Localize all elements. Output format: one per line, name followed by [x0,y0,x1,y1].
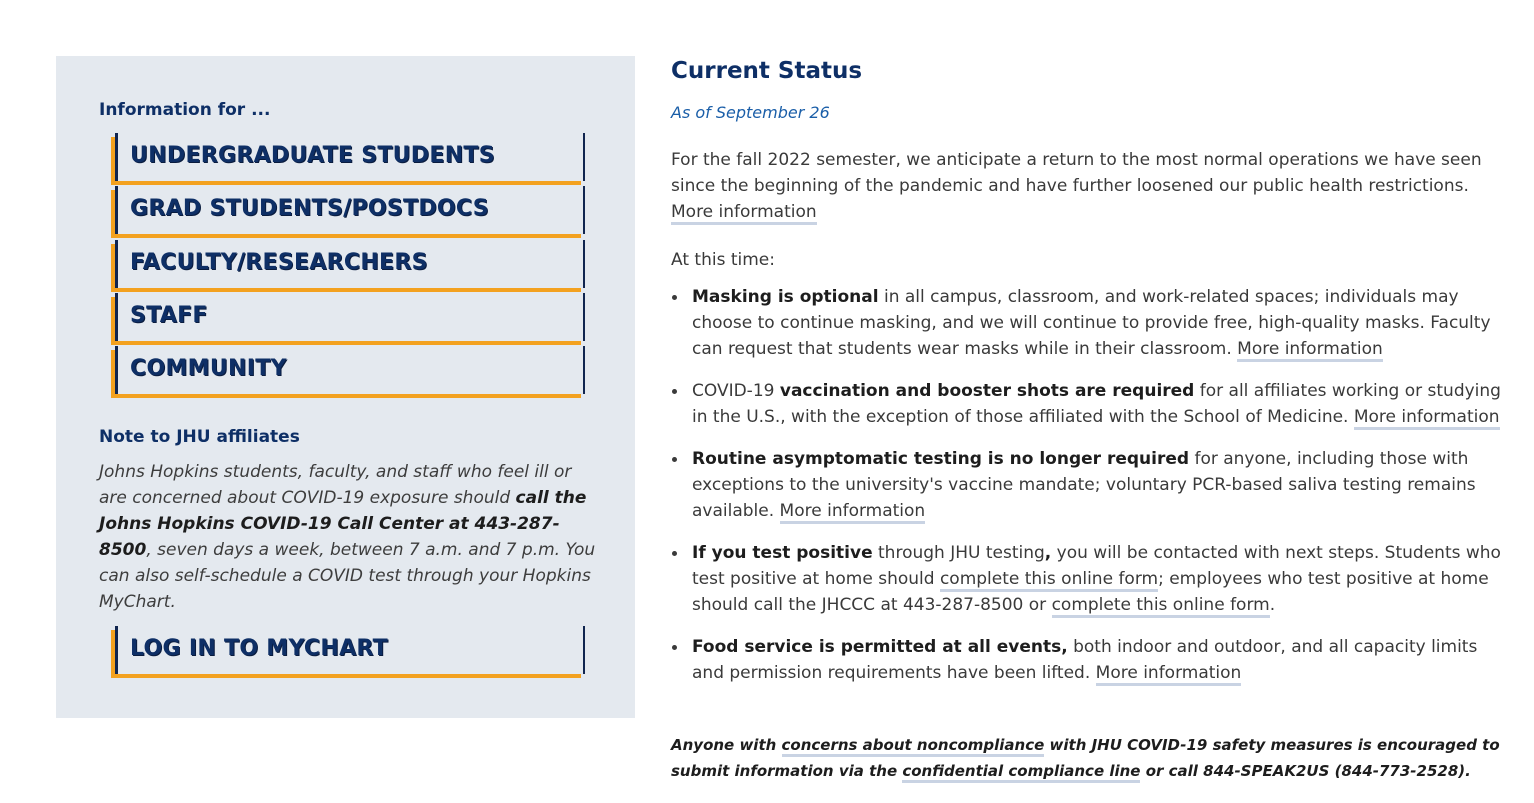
list-item-testing [671,446,1501,524]
food-service-more-information-link[interactable]: More information [1096,663,1242,686]
log-in-to-mychart-label: LOG IN TO MYCHART [130,636,388,661]
page-title: Current Status [671,58,863,84]
concerns-noncompliance-link[interactable]: concerns about noncompliance [782,736,1045,757]
note-to-affiliates-heading: Note to JHU affiliates [99,427,300,447]
food-service-text: both indoor and outdoor, and all capacity limits and permission requirements have been lifted. [692,637,1478,683]
grad-students-postdocs-button[interactable] [115,186,585,234]
masking-bold: Masking is optional [692,287,879,307]
information-for-heading: Information for ... [99,100,271,120]
test-positive-bold: If you test positive [692,543,873,563]
closing-text-c: or call 844-SPEAK2US (844-773-2528). [1140,762,1471,780]
call-center-text: call the Johns Hopkins COVID-19 Call Center at 443-287-8500 [99,488,587,560]
grad-students-postdocs-label: GRAD STUDENTS/POSTDOCS [130,196,489,221]
noncompliance-notice [671,732,1501,784]
test-positive-text-d: . [1269,595,1276,615]
students-online-form-link[interactable]: complete this online form [940,569,1158,592]
status-bullet-list [671,284,1501,702]
food-service-bold: Food service is permitted at all events, [692,637,1068,657]
note-text-1: Johns Hopkins students, faculty, and staff who feel ill or are concerned about COVID-19 exposure should [99,462,572,508]
undergraduate-students-label: UNDERGRADUATE STUDENTS [130,143,495,168]
as-of-date: As of September 26 [671,103,830,122]
vaccination-text: for all affiliates working or studying in the U.S., with the exception of those affiliated with the School of Medicine. [692,381,1501,427]
closing-text-a: Anyone with [671,736,782,754]
employees-online-form-link[interactable]: complete this online form [1052,595,1270,618]
test-positive-text-c: ; employees who test positive at home should call the JHCCC at 443-287-8500 or [692,569,1489,615]
faculty-researchers-label: FACULTY/RESEARCHERS [130,250,428,275]
closing-text-b: with JHU COVID-19 safety measures is encouraged to submit information via the [671,736,1500,780]
masking-more-information-link[interactable]: More information [1237,339,1383,362]
testing-text: for anyone, including those with exceptions to the university's vaccine mandate; voluntary PCR-based saliva testing remains available. [692,449,1476,521]
staff-button[interactable] [115,293,585,341]
staff-label: STAFF [130,303,208,328]
sidebar-panel [56,56,635,718]
intro-text: For the fall 2022 semester, we anticipate a return to the most normal operations we have seen since the beginning of the pandemic and have further loosened our public health restrictions. [671,150,1482,196]
masking-text: in all campus, classroom, and work-related spaces; individuals may choose to continue masking, and we will continue to provide free, high-quality masks. Faculty can request that students wear masks while in their classroom. [692,287,1491,359]
list-item-vaccination [671,378,1501,430]
testing-bold: Routine asymptomatic testing is no longer required [692,449,1190,469]
intro-more-information-link[interactable]: More information [671,202,817,225]
undergraduate-students-button[interactable] [115,133,585,181]
affiliates-note [99,459,599,615]
community-label: COMMUNITY [130,356,287,381]
faculty-researchers-button[interactable] [115,240,585,288]
vaccination-bold: vaccination and booster shots are required [779,381,1195,401]
log-in-to-mychart-button[interactable] [115,626,585,674]
intro-paragraph [671,147,1486,225]
vaccination-pre: COVID-19 [692,381,780,401]
community-button[interactable] [115,346,585,394]
note-text-2: , seven days a week, between 7 a.m. and 7 p.m. You can also self-schedule a COVID test through your Hopkins MyChart. [99,540,596,612]
list-item-food-service [671,634,1501,686]
confidential-compliance-line-link[interactable]: confidential compliance line [902,762,1140,783]
test-positive-text-a: through JHU testing [872,543,1045,563]
test-positive-text-b: you will be contacted with next steps. Students who test positive at home should [692,543,1501,589]
vaccination-more-information-link[interactable]: More information [1354,407,1500,430]
list-item-masking [671,284,1501,362]
testing-more-information-link[interactable]: More information [780,501,926,524]
list-item-test-positive [671,540,1501,618]
test-positive-comma: , [1044,543,1052,563]
at-this-time-text: At this time: [671,250,775,270]
